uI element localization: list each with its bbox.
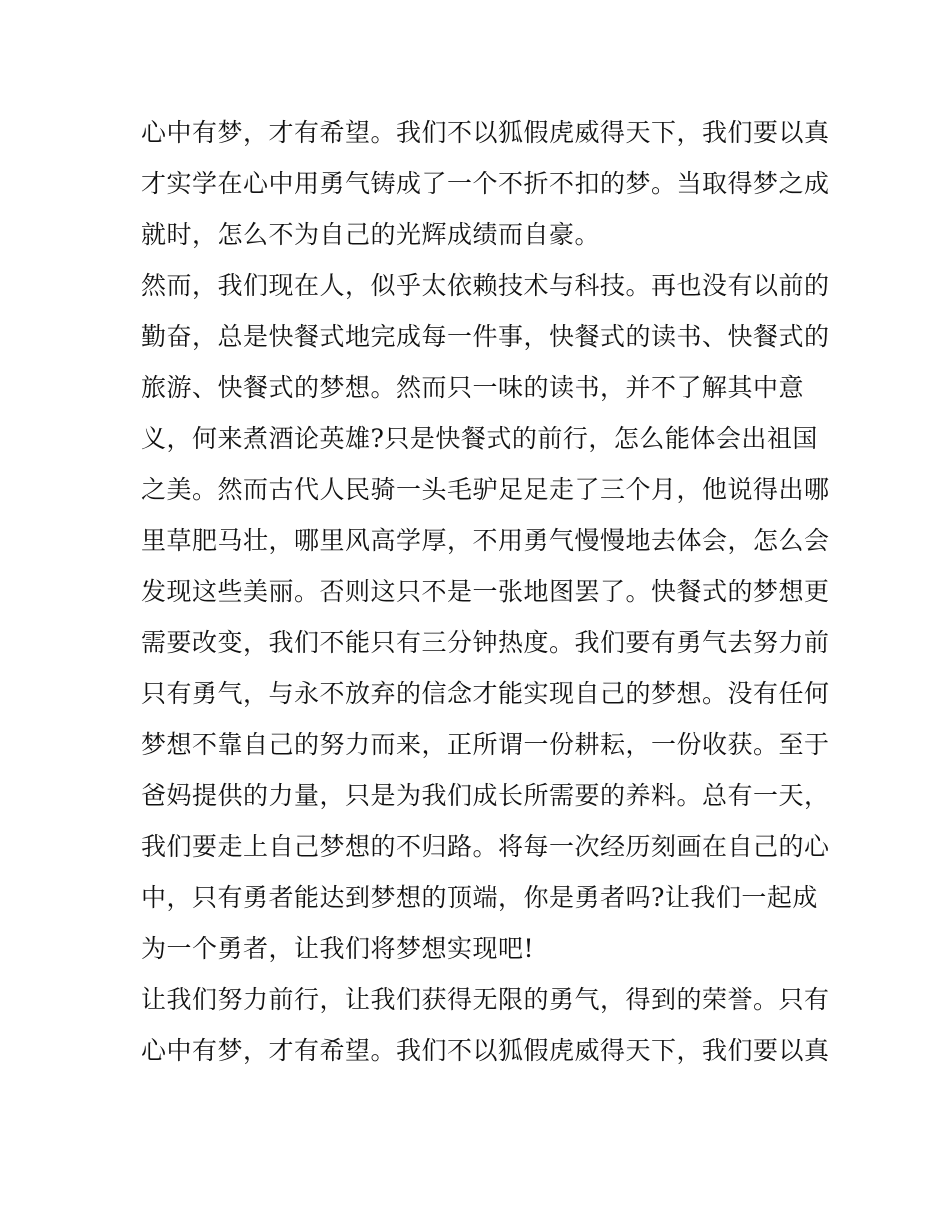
text-line: 需要改变，我们不能只有三分钟热度。我们要有勇气去努力前 (141, 628, 830, 657)
document-body (141, 107, 830, 1076)
text-line: 旅游、快餐式的梦想。然而只一味的读书，并不了解其中意 (141, 373, 805, 402)
text-line: 只有勇气，与永不放弃的信念才能实现自己的梦想。没有任何 (141, 679, 830, 708)
text-line: 中，只有勇者能达到梦想的顶端，你是勇者吗?让我们一起成 (141, 883, 818, 912)
text-line: 心中有梦，才有希望。我们不以狐假虎威得天下，我们要以真 (141, 1036, 830, 1065)
text-line: 勤奋，总是快餐式地完成每一件事，快餐式的读书、快餐式的 (141, 322, 830, 351)
text-line: 我们要走上自己梦想的不归路。将每一次经历刻画在自己的心 (141, 832, 830, 861)
text-line: 心中有梦，才有希望。我们不以狐假虎威得天下，我们要以真 (141, 118, 830, 147)
paragraph-4 (141, 974, 830, 1076)
paragraph-2 (141, 260, 830, 668)
paragraph-1 (141, 107, 830, 260)
text-line: 之美。然而古代人民骑一头毛驴足足走了三个月，他说得出哪 (141, 475, 830, 504)
text-line: 才实学在心中用勇气铸成了一个不折不扣的梦。当取得梦之成 (141, 169, 830, 198)
text-line: 为一个勇者，让我们将梦想实现吧! (141, 934, 535, 963)
text-line: 然而，我们现在人，似乎太依赖技术与科技。再也没有以前的 (141, 271, 830, 300)
text-line: 义，何来煮酒论英雄?只是快餐式的前行，怎么能体会出祖国 (141, 424, 818, 453)
text-line: 里草肥马壮，哪里风高学厚，不用勇气慢慢地去体会，怎么会 (141, 526, 830, 555)
paragraph-3 (141, 668, 830, 974)
text-line: 就时，怎么不为自己的光辉成绩而自豪。 (141, 220, 601, 249)
text-line: 梦想不靠自己的努力而来，正所谓一份耕耘，一份收获。至于 (141, 730, 830, 759)
text-line: 发现这些美丽。否则这只不是一张地图罢了。快餐式的梦想更 (141, 577, 830, 606)
text-line: 爸妈提供的力量，只是为我们成长所需要的养料。总有一天， (141, 781, 830, 810)
text-line: 让我们努力前行，让我们获得无限的勇气，得到的荣誉。只有 (141, 985, 830, 1014)
